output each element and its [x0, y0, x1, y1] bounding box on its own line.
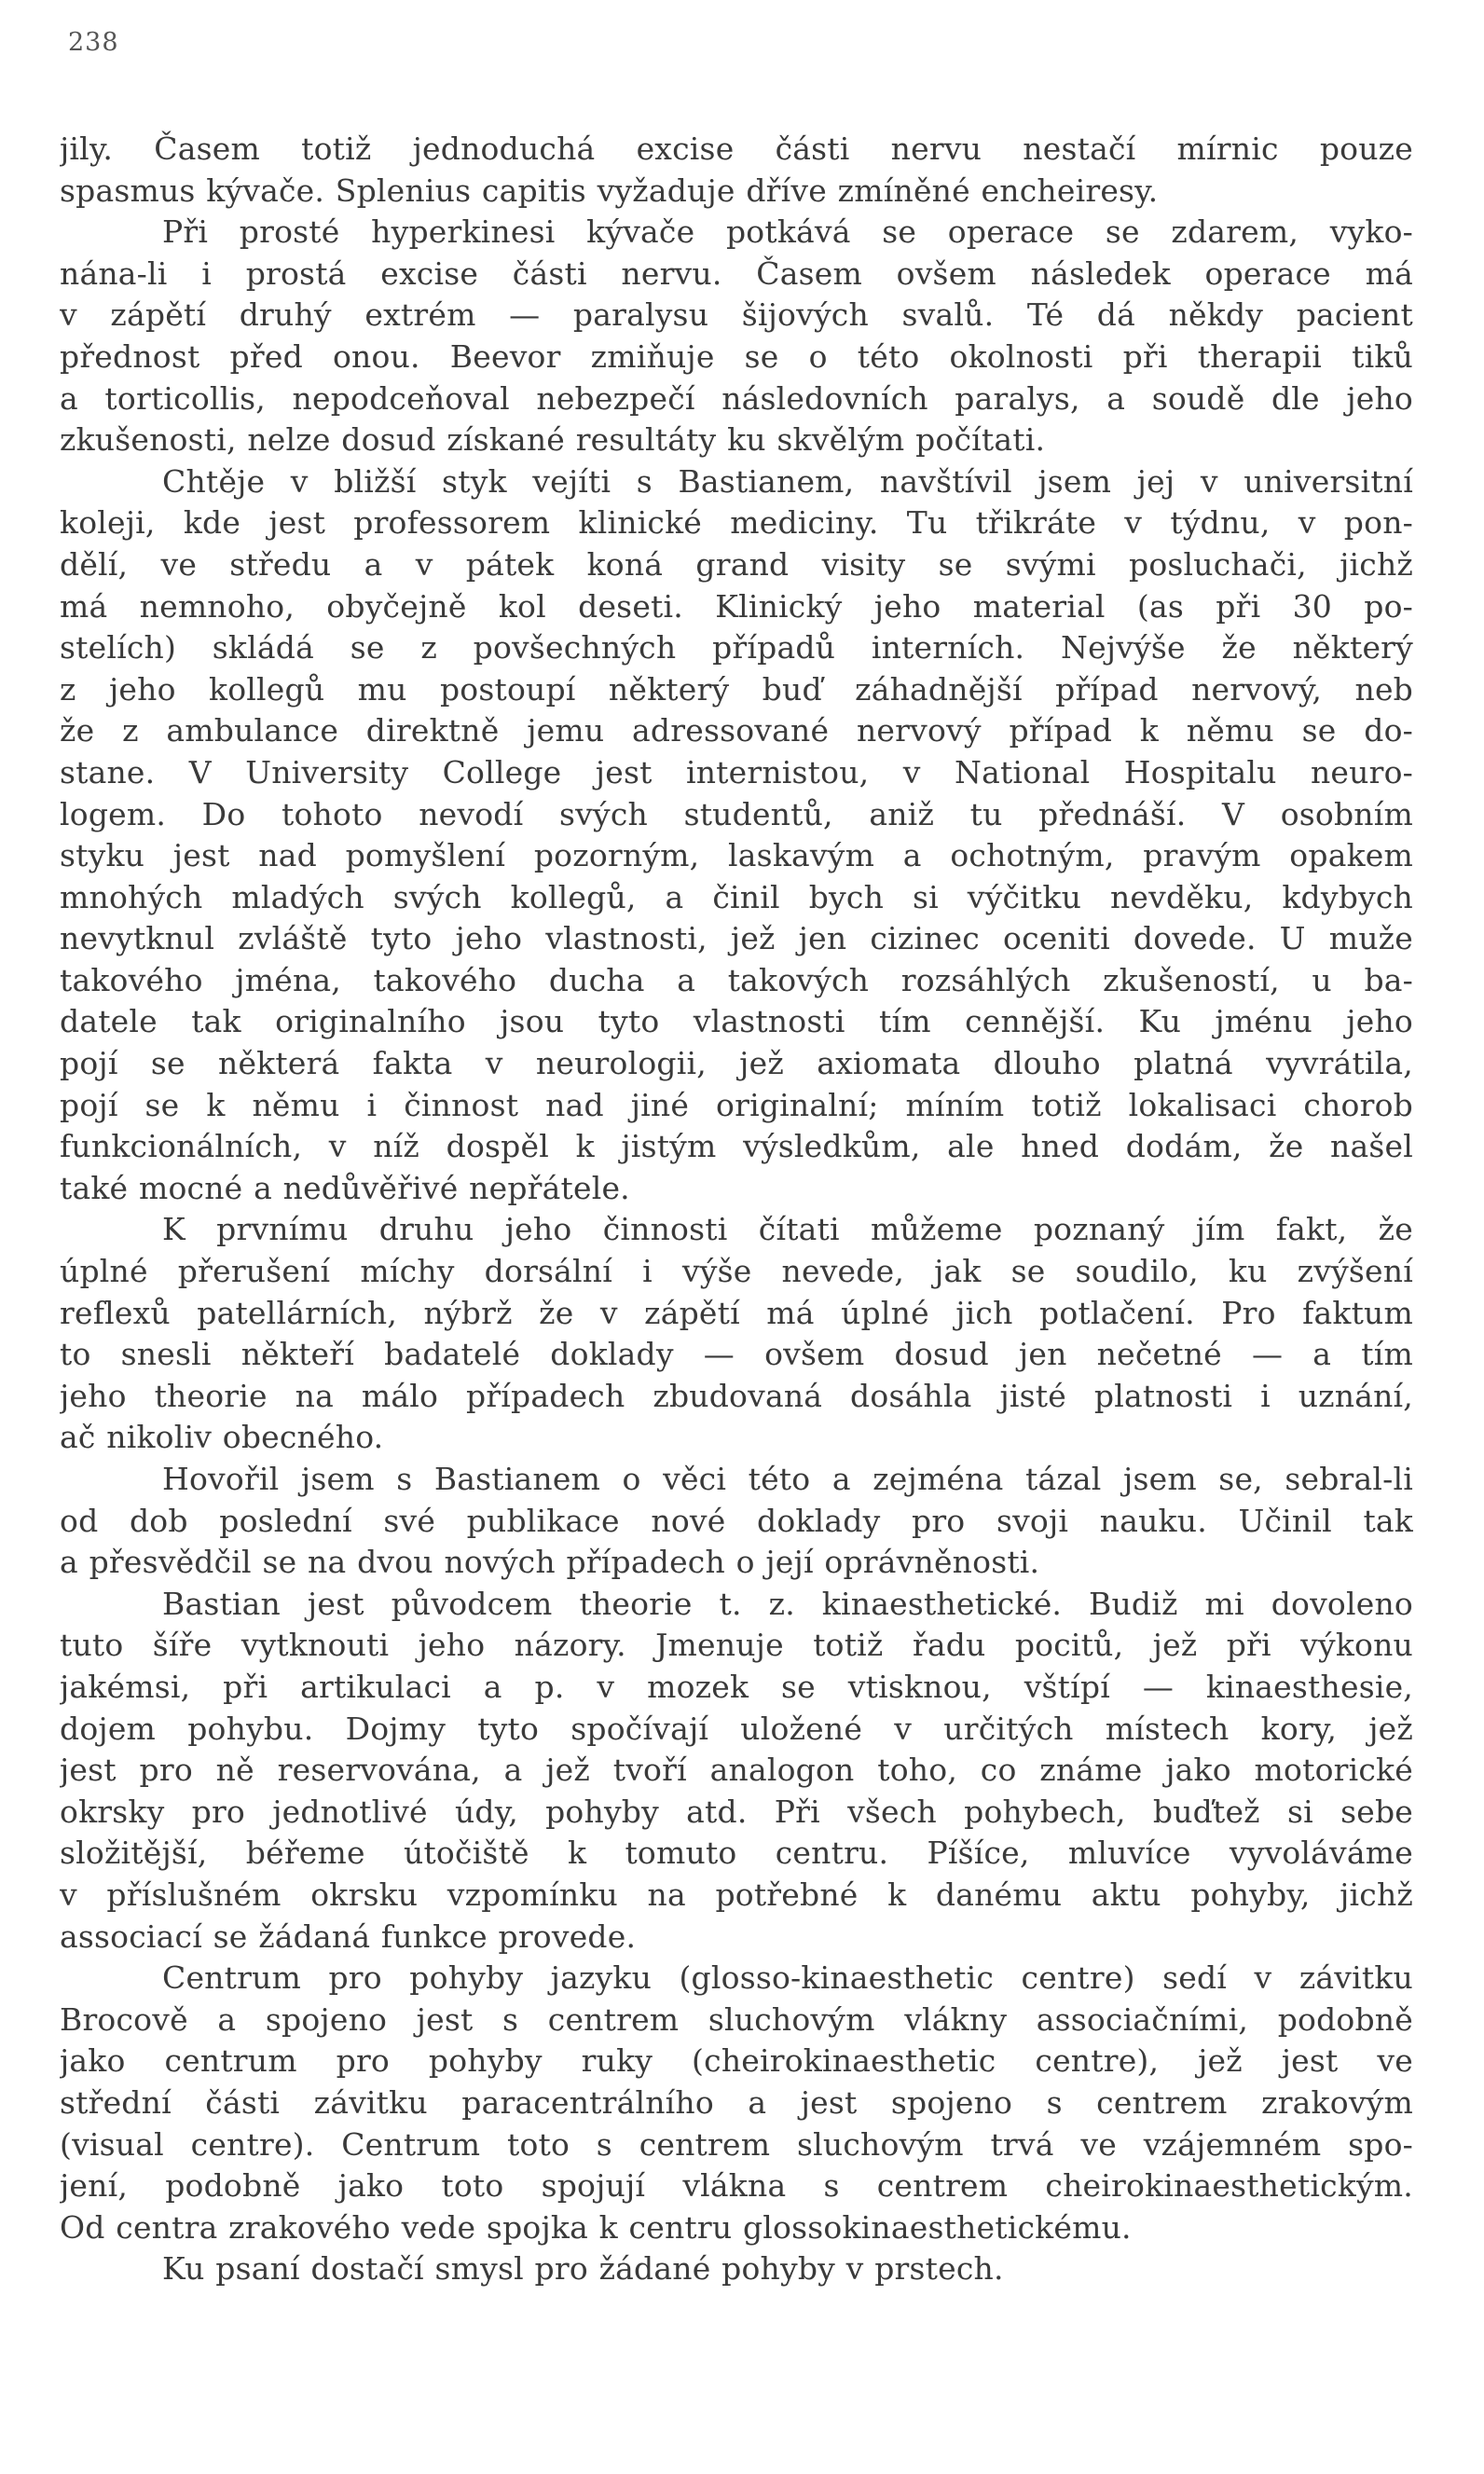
text-line: to snesli někteří badatelé doklady — ovšem dosud jen nečetné — a tím [60, 1336, 1413, 1373]
text-line: dělí, ve středu a v pátek koná grand visity se svými posluchači, jichž [60, 545, 1413, 583]
text-line: také mocné a nedůvěřivé nepřátele. [60, 1169, 630, 1206]
text-line: ač nikoliv obecného. [60, 1419, 384, 1456]
text-line: Centrum pro pohyby jazyku (glosso-kinaesthetic centre) sedí v závitku [162, 1959, 1413, 1997]
text-line: okrsky pro jednotlivé údy, pohyby atd. Při všech pohybech, buďtež si sebe [60, 1793, 1413, 1830]
text-line: Bastian jest původcem theorie t. z. kinaesthetické. Budiž mi dovoleno [162, 1585, 1413, 1622]
text-line: že z ambulance direktně jemu adressované nervový případ k němu se do- [60, 712, 1413, 749]
text-line: má nemnoho, obyčejně kol deseti. Klinický jeho material (as při 30 po- [60, 587, 1413, 625]
text-line: v příslušném okrsku vzpomínku na potřebné k danému aktu pohyby, jichž [60, 1876, 1413, 1913]
text-line: dojem pohybu. Dojmy tyto spočívají uložené v určitých místech kory, jež [60, 1710, 1413, 1747]
paragraph [60, 212, 1413, 461]
text-line: associací se žádaná funkce provede. [60, 1917, 637, 1955]
text-line: jily. Časem totiž jednoduchá excise části nervu nestačí mírnic pouze [60, 131, 1413, 167]
paragraph [60, 461, 1413, 1210]
text-line: Ku psaní dostačí smysl pro žádané pohyby v prstech. [162, 2250, 1004, 2288]
text-line: a torticollis, nepodceňoval nebezpečí následovních paralys, a soudě dle jeho [60, 379, 1413, 417]
text-line: úplné přerušení míchy dorsální i výše nevede, jak se soudilo, ku zvýšení [60, 1253, 1413, 1290]
text-line: pojí se k němu i činnost nad jiné originalní; míním totiž lokalisaci chorob [60, 1086, 1413, 1123]
text-line: stelích) skládá se z povšechných případů interních. Nejvýše že některý [60, 629, 1413, 667]
paragraph [60, 1584, 1413, 1958]
text-line: Při prosté hyperkinesi kývače potkává se operace se zdarem, vyko- [162, 213, 1413, 251]
text-line: nána-li i prostá excise části nervu. Časem ovšem následek operace má [60, 254, 1413, 292]
text-line: Brocově a spojeno jest s centrem sluchovým vlákny associačními, podobně [60, 2000, 1413, 2038]
paragraph [60, 2248, 1413, 2290]
text-line: pojí se některá fakta v neurologii, jež axiomata dlouho platná vyvrátila, [60, 1045, 1413, 1082]
text-line: zkušenosti, nelze dosud získané resultáty ku skvělým počítati. [60, 421, 1046, 459]
text-line: styku jest nad pomyšlení pozorným, laskavým a ochotným, pravým opakem [60, 837, 1413, 874]
text-line: nevytknul zvláště tyto jeho vlastnosti, jež jen cizinec oceniti dovede. U muže [60, 920, 1413, 957]
text-line: Chtěje v bližší styk vejíti s Bastianem, navštívil jsem jej v universitní [162, 462, 1413, 500]
text-line: mnohých mladých svých kollegů, a činil bych si výčitku nevděku, kdybych [60, 878, 1413, 915]
text-line: a přesvědčil se na dvou nových případech o její oprávněnosti. [60, 1544, 1040, 1581]
text-line: Hovořil jsem s Bastianem o věci této a zejména tázal jsem se, sebral-li [162, 1461, 1413, 1497]
text-line: takového jména, takového ducha a takových rozsáhlých zkušeností, u ba- [60, 961, 1413, 998]
text-line: datele tak originalního jsou tyto vlastnosti tím cennější. Ku jménu jeho [60, 1003, 1413, 1040]
body-text [60, 129, 1413, 2290]
text-line: složitější, béřeme útočiště k tomuto centru. Píšíce, mluvíce vyvoláváme [60, 1835, 1413, 1872]
text-line: logem. Do tohoto nevodí svých studentů, aniž tu přednáší. V osobním [60, 795, 1413, 832]
paragraph [60, 1958, 1413, 2248]
text-line: z jeho kollegů mu postoupí některý buď záhadnější případ nervový, neb [60, 670, 1413, 708]
text-line: jest pro ně reservována, a jež tvoří analogon toho, co známe jako motorické [60, 1752, 1413, 1789]
text-line: (visual centre). Centrum toto s centrem sluchovým trvá ve vzájemném spo- [60, 2125, 1413, 2163]
text-line: funkcionálních, v níž dospěl k jistým výsledkům, ale hned dodám, že našel [60, 1128, 1413, 1165]
text-line: stane. V University College jest internistou, v National Hospitalu neuro- [60, 753, 1413, 790]
text-line: spasmus kývače. Splenius capitis vyžaduje dříve zmíněné encheiresy. [60, 172, 1159, 209]
text-line: střední části závitku paracentrálního a jest spojeno s centrem zrakovým [60, 2083, 1413, 2121]
text-line: přednost před onou. Beevor zmiňuje se o této okolnosti při therapii tiků [60, 337, 1413, 375]
text-line: tuto šíře vytknouti jeho názory. Jmenuje totiž řadu pocitů, jež při výkonu [60, 1627, 1413, 1664]
text-line: jako centrum pro pohyby ruky (cheirokinaesthetic centre), jež jest ve [60, 2042, 1413, 2080]
text-line: jakémsi, při artikulaci a p. v mozek se vtisknou, vštípí — kinaesthesie, [60, 1668, 1413, 1705]
text-line: od dob poslední své publikace nové doklady pro svoji nauku. Učinil tak [60, 1502, 1413, 1539]
paragraph [60, 129, 1413, 212]
text-line: reflexů patellárních, nýbrž že v zápětí má úplné jich potlačení. Pro faktum [60, 1294, 1413, 1331]
paragraph [60, 1459, 1413, 1584]
text-line: K prvnímu druhu jeho činnosti čítati můžeme poznaný jím fakt, že [162, 1211, 1413, 1248]
text-line: Od centra zrakového vede spojka k centru glossokinaesthetickému. [60, 2208, 1132, 2246]
page-number: 238 [68, 28, 119, 57]
paragraph [60, 1209, 1413, 1459]
text-line: koleji, kde jest professorem klinické mediciny. Tu třikráte v týdnu, v pon- [60, 504, 1413, 542]
text-line: jení, podobně jako toto spojují vlákna s centrem cheirokinaesthetickým. [60, 2167, 1413, 2205]
text-line: jeho theorie na málo případech zbudovaná dosáhla jisté platnosti i uznání, [60, 1377, 1413, 1414]
text-line: v zápětí druhý extrém — paralysu šijových svalů. Té dá někdy pacient [60, 296, 1413, 334]
